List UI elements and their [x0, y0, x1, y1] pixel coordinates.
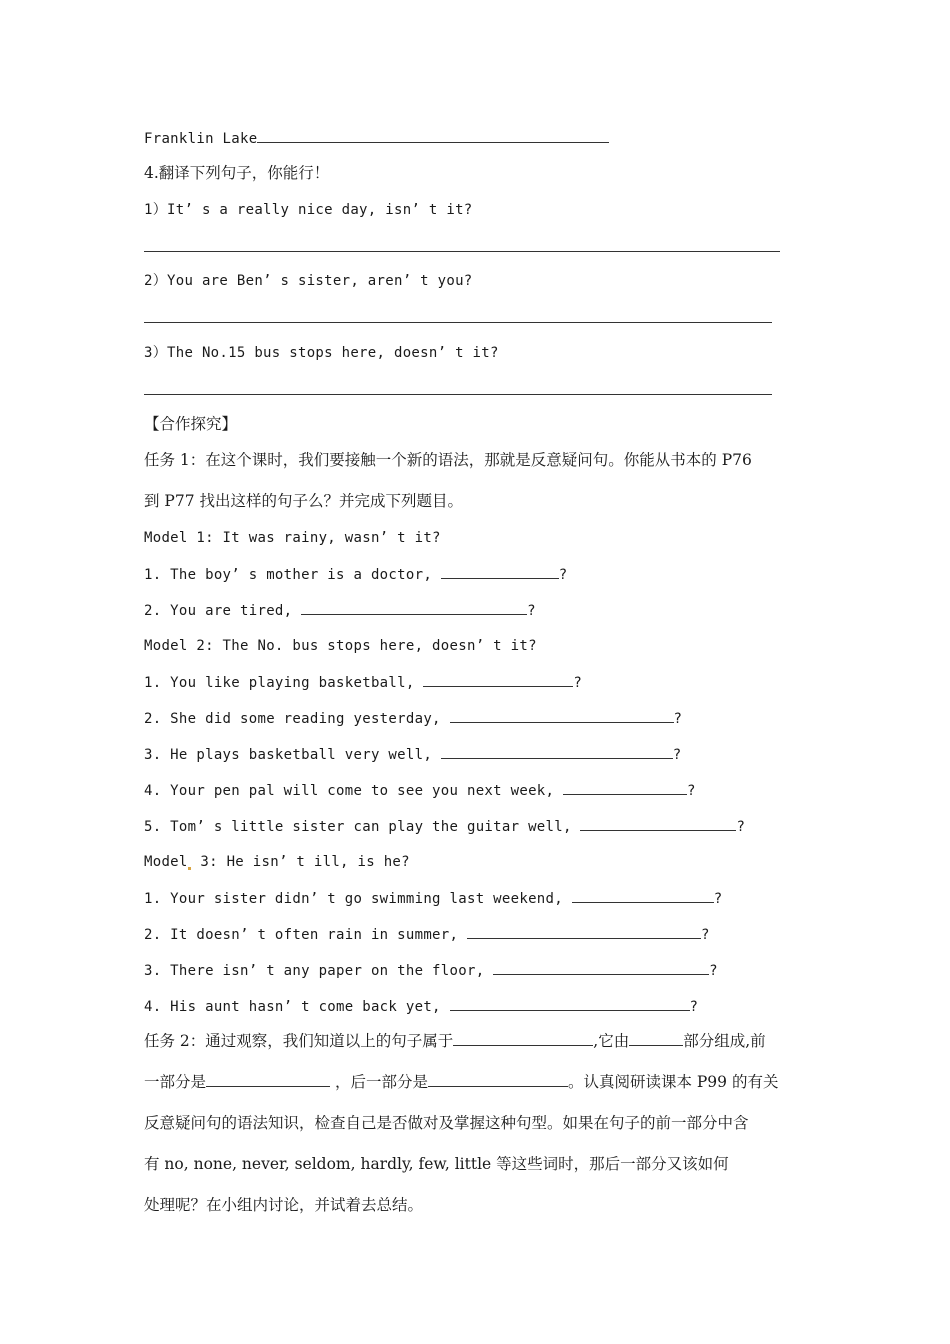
franklin-lake-blank[interactable]: [257, 128, 609, 143]
item-text: 2. You are tired,: [144, 603, 293, 619]
model3-sentence: 3: He isn’ t ill, is he?: [191, 854, 410, 870]
question-mark: ?: [686, 783, 696, 799]
item-text: 5. Tom’ s little sister can play the guitar well,: [144, 819, 572, 835]
task2-text: ，后一部分是: [330, 1073, 428, 1091]
task2-line-3: 反意疑问句的语法知识，检查自己是否做对及掌握这种句型。如果在句子的前一部分中含: [144, 1114, 749, 1132]
model2-item-5: [144, 816, 745, 837]
franklin-lake-line: [144, 128, 609, 149]
answer-blank[interactable]: [467, 924, 701, 939]
annotation-mark: [188, 867, 191, 870]
answer-blank[interactable]: [441, 564, 559, 579]
section-heading: 【合作探究】: [144, 415, 238, 433]
model2-item-2: [144, 708, 682, 729]
answer-blank[interactable]: [423, 672, 573, 687]
model3-title: [144, 852, 410, 872]
q4-sentence-3: 3）The No.15 bus stops here, doesn’ t it?: [144, 345, 499, 361]
item-text: 1. Your sister didn’ t go swimming last weekend,: [144, 891, 563, 907]
question-mark: ?: [573, 675, 583, 691]
item-text: 1. The boy’ s mother is a doctor,: [144, 567, 433, 583]
answer-blank[interactable]: [493, 960, 709, 975]
item-text: 3. There isn’ t any paper on the floor,: [144, 963, 485, 979]
question-mark: ?: [736, 819, 746, 835]
task2-text: 一部分是: [144, 1073, 207, 1091]
question-mark: ?: [527, 603, 536, 619]
question-mark: ?: [673, 711, 683, 727]
model3-item-4: [144, 996, 698, 1017]
task1-line-1: 任务 1：在这个课时，我们要接触一个新的语法，那就是反意疑问句。你能从书本的 P76: [144, 451, 752, 469]
model1-title: Model 1: It was rainy, wasn’ t it?: [144, 530, 441, 546]
item-text: 2. She did some reading yesterday,: [144, 711, 441, 727]
question-mark: ?: [689, 999, 699, 1015]
q4-title: 4.翻译下列句子，你能行！: [144, 164, 330, 182]
task2-blank-count[interactable]: [629, 1031, 683, 1046]
task2-text: ,它由: [593, 1032, 630, 1050]
item-text: 2. It doesn’ t often rain in summer,: [144, 927, 459, 943]
answer-blank[interactable]: [450, 996, 690, 1011]
answer-blank[interactable]: [580, 816, 736, 831]
model2-item-4: [144, 780, 696, 801]
answer-blank[interactable]: [563, 780, 687, 795]
model3-item-1: [144, 888, 722, 909]
task2-blank-second[interactable]: [428, 1072, 568, 1087]
item-text: 4. His aunt hasn’ t come back yet,: [144, 999, 441, 1015]
answer-blank[interactable]: [301, 600, 527, 615]
task2-line-5: 处理呢？在小组内讨论，并试着去总结。: [144, 1196, 424, 1214]
task2-line-1: [144, 1031, 766, 1051]
model1-item-2: [144, 600, 536, 621]
model2-title: Model 2: The No. bus stops here, doesn’ t it?: [144, 638, 537, 654]
task2-blank-type[interactable]: [453, 1031, 593, 1046]
task1-line-2: 到 P77 找出这样的句子么？并完成下列题目。: [144, 492, 464, 510]
model2-item-1: [144, 672, 582, 693]
item-text: 4. Your pen pal will come to see you next week,: [144, 783, 555, 799]
model3-item-3: [144, 960, 718, 981]
question-mark: ?: [700, 927, 710, 943]
task2-text: 任务 2：通过观察，我们知道以上的句子属于: [144, 1032, 454, 1050]
question-mark: ?: [558, 567, 568, 583]
model3-label: Model: [144, 854, 188, 870]
question-mark: ?: [713, 891, 723, 907]
model2-item-3: [144, 744, 682, 765]
answer-blank[interactable]: [441, 744, 673, 759]
task2-line-2: [144, 1072, 778, 1092]
question-mark: ?: [672, 747, 682, 763]
q4-sentence-2: 2）You are Ben’ s sister, aren’ t you?: [144, 273, 473, 289]
task2-blank-first[interactable]: [206, 1072, 330, 1087]
answer-blank[interactable]: [572, 888, 714, 903]
task2-line-4: 有 no, none, never, seldom, hardly, few, little 等这些词时，那后一部分又该如何: [144, 1155, 729, 1173]
item-text: 1. You like playing basketball,: [144, 675, 415, 691]
question-mark: ?: [709, 963, 718, 979]
answer-blank[interactable]: [450, 708, 674, 723]
franklin-lake-text: Franklin Lake: [144, 131, 258, 147]
q4-sentence-1: 1）It’ s a really nice day, isn’ t it?: [144, 202, 473, 218]
task2-text: 部分组成,前: [683, 1032, 766, 1050]
item-text: 3. He plays basketball very well,: [144, 747, 433, 763]
q4-answer-line-3[interactable]: [144, 394, 772, 395]
q4-answer-line-2[interactable]: [144, 322, 772, 323]
model1-item-1: [144, 564, 568, 585]
task2-text: 。认真阅研读课本 P99 的有关: [567, 1073, 779, 1091]
model3-item-2: [144, 924, 710, 945]
q4-answer-line-1[interactable]: [144, 251, 780, 252]
